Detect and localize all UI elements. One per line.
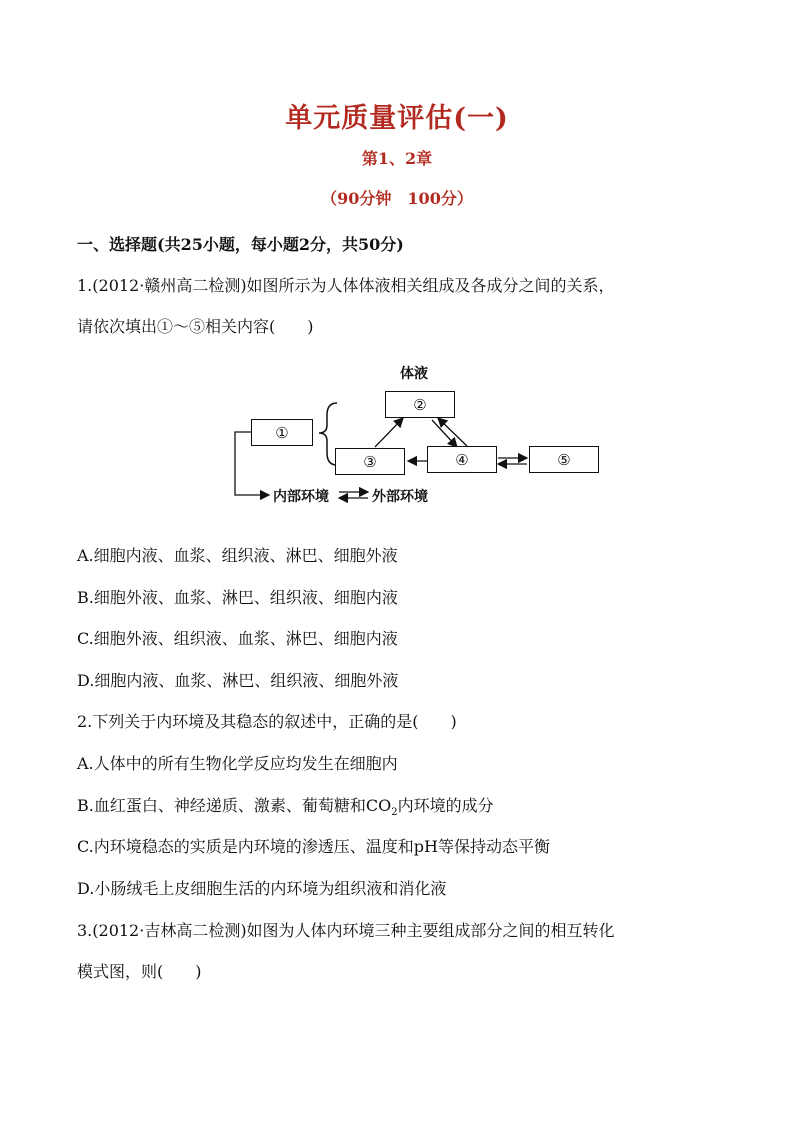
chapter-subtitle: 第1、2章 bbox=[361, 149, 433, 168]
box-1: ① bbox=[251, 419, 313, 446]
q1-option-a: A.细胞内液、血浆、组织液、淋巴、细胞外液 bbox=[77, 546, 398, 565]
page-title: 单元质量评估(一) bbox=[285, 103, 509, 134]
body-fluid-diagram bbox=[225, 357, 615, 517]
box-5: ⑤ bbox=[529, 446, 599, 473]
q2-option-c: C.内环境稳态的实质是内环境的渗透压、温度和pH等保持动态平衡 bbox=[77, 837, 550, 856]
box-4: ④ bbox=[427, 446, 497, 473]
q3-stem-line1: 3.(2012·吉林高二检测)如图为人体内环境三种主要组成部分之间的相互转化 bbox=[77, 921, 615, 940]
exam-meta: （90分钟 100分） bbox=[321, 189, 473, 208]
arrow-3-to-2 bbox=[375, 418, 403, 447]
q2-option-b-pre: B.血红蛋白、神经递质、激素、葡萄糖和CO bbox=[77, 796, 392, 815]
label-outer-env: 外部环境 bbox=[372, 489, 428, 505]
q1-stem-line2: 请依次填出①～⑤相关内容( ) bbox=[77, 317, 314, 336]
label-inner-env: 内部环境 bbox=[273, 489, 329, 505]
q1-stem-line1: 1.(2012·赣州高二检测)如图所示为人体体液相关组成及各成分之间的关系， bbox=[77, 276, 615, 295]
q2-stem: 2.下列关于内环境及其稳态的叙述中，正确的是( ) bbox=[77, 712, 457, 731]
q2-option-b-sub: 2 bbox=[391, 807, 398, 819]
box-3: ③ bbox=[335, 448, 405, 475]
q2-option-b bbox=[77, 793, 494, 818]
q1-option-b: B.细胞外液、血浆、淋巴、组织液、细胞内液 bbox=[77, 588, 398, 607]
q2-option-b-post: 内环境的成分 bbox=[397, 796, 494, 815]
box-2: ② bbox=[385, 391, 455, 418]
label-body-fluid: 体液 bbox=[400, 366, 428, 382]
q2-option-d: D.小肠绒毛上皮细胞生活的内环境为组织液和消化液 bbox=[77, 879, 447, 898]
q3-stem-line2: 模式图，则( ) bbox=[77, 962, 202, 981]
q1-option-c: C.细胞外液、组织液、血浆、淋巴、细胞内液 bbox=[77, 629, 398, 648]
q2-option-a: A.人体中的所有生物化学反应均发生在细胞内 bbox=[77, 754, 398, 773]
section-heading: 一、选择题(共25小题，每小题2分，共50分) bbox=[77, 235, 404, 254]
q1-option-d: D.细胞内液、血浆、淋巴、组织液、细胞外液 bbox=[77, 671, 399, 690]
